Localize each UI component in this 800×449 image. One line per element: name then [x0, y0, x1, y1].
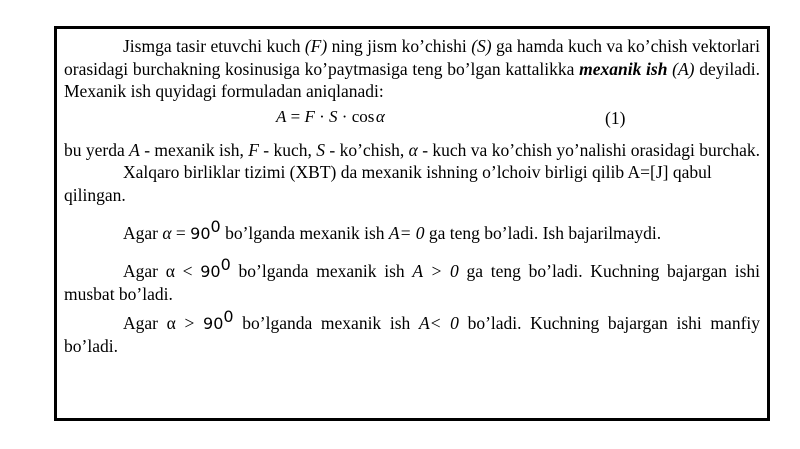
displacement-symbol: S	[316, 139, 326, 160]
text: bu yerda	[64, 139, 130, 160]
text: - ko’chish,	[325, 139, 409, 160]
work-symbol: A	[129, 139, 140, 160]
angle-value: 90	[200, 261, 221, 281]
text: bo’ladi. Kuchning bajargan ishi manfiy bo’ladi.	[64, 312, 761, 357]
work-condition: A= 0	[388, 222, 425, 243]
case-obtuse-angle	[64, 306, 760, 358]
text: ga teng bo’ladi. Ish bajarilmaydi.	[424, 222, 662, 243]
text: - mexanik ish,	[139, 139, 249, 160]
formula-dot: ·	[314, 106, 330, 126]
text: - kuch va ko’chish yo’nalishi orasidagi burchak.	[417, 139, 760, 160]
work-condition: A > 0	[412, 260, 459, 281]
case-right-angle	[64, 216, 760, 245]
formula-dot: ·	[337, 106, 352, 126]
formula-row	[64, 103, 760, 139]
unit-paragraph: Xalqaro birliklar tizimi (XBT) da mexanik ishning o’lchoiv birligi qilib A=[J] qabul qilingan.	[64, 162, 712, 205]
angle-symbol: α	[162, 222, 172, 243]
term-mechanical-work: mexanik ish	[579, 58, 668, 79]
text: bo’lganda mexanik ish	[230, 260, 413, 281]
text: ga hamda kuch va ko’chish vektorlari orasidagi burchakning kosinusiga ko’paytmasiga teng bo’lgan kattalikka	[64, 36, 760, 79]
work-condition: A< 0	[418, 312, 459, 333]
degree-superscript: 0	[223, 307, 234, 326]
formula-displacement: S	[329, 106, 338, 126]
text: bo’lganda mexanik ish	[233, 312, 419, 333]
document-body	[64, 35, 760, 358]
formula-lhs: A	[276, 106, 287, 126]
work-formula	[276, 106, 385, 129]
angle-value: 90	[190, 223, 211, 243]
text: deyiladi. Mexanik ish quyidagi formuladan aniqlanadi:	[64, 58, 760, 102]
text: bo’lganda mexanik ish	[220, 222, 389, 243]
degree-superscript: 0	[210, 216, 221, 236]
text: - kuch,	[258, 139, 317, 160]
text: Jismga tasir etuvchi kuch	[123, 36, 305, 56]
angle-value: 90	[203, 313, 224, 333]
formula-force: F	[304, 106, 315, 126]
text: Agar α <	[123, 260, 201, 281]
legend-paragraph	[64, 139, 760, 162]
relation: =	[171, 222, 191, 243]
formula-equals: =	[286, 106, 305, 126]
text-frame	[54, 26, 770, 421]
text: Agar α >	[123, 312, 204, 333]
text: ga teng bo’ladi. Kuchning bajargan ishi musbat bo’ladi.	[64, 260, 760, 305]
definition-paragraph	[64, 35, 760, 103]
case-acute-angle	[64, 254, 760, 306]
degree-superscript: 0	[220, 254, 231, 274]
angle-symbol: α	[408, 139, 418, 160]
formula-cos: cos	[351, 106, 375, 126]
work-symbol: (A)	[667, 58, 695, 79]
displacement-symbol: (S)	[471, 36, 492, 56]
equation-number: (1)	[605, 107, 626, 128]
text: Agar	[123, 222, 163, 243]
force-symbol: F	[248, 139, 259, 160]
force-symbol: (F)	[304, 36, 328, 56]
text: ning jism ko’chishi	[327, 36, 472, 56]
formula-alpha: α	[375, 106, 385, 126]
